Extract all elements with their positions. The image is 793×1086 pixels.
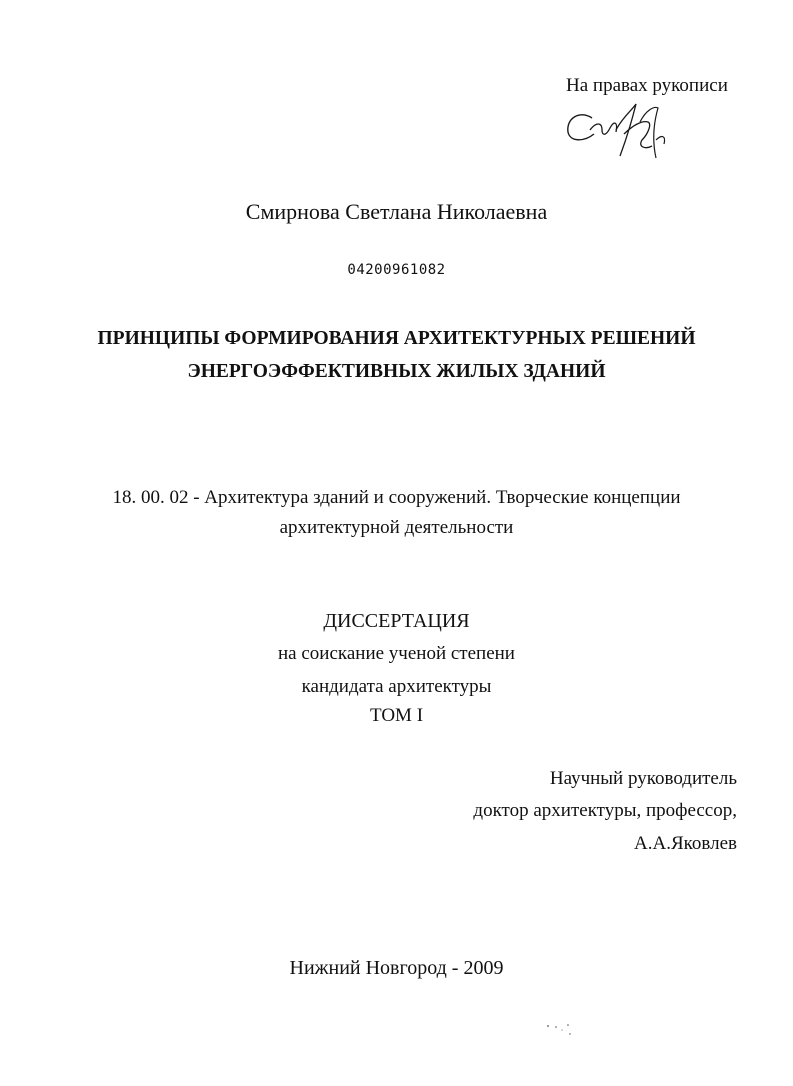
supervisor-label: Научный руководитель [549,768,737,789]
city-year: Нижний Новгород - 2009 [289,957,504,979]
supervisor-name: А.А.Яковлев [634,833,737,854]
registration-code: 04200961082 [347,262,446,278]
specialty-line-1: 18. 00. 02 - Архитектура зданий и сооружений. Творческие концепции [112,487,681,508]
thesis-title-line-2: ЭНЕРГОЭФФЕКТИВНЫХ ЖИЛЫХ ЗДАНИЙ [187,361,606,382]
thesis-title-line-1: ПРИНЦИПЫ ФОРМИРОВАНИЯ АРХИТЕКТУРНЫХ РЕШЕНИЙ [97,328,696,349]
author-name: Смирнова Светлана Николаевна [245,199,548,224]
supervisor-credentials: доктор архитектуры, профессор, [473,800,737,821]
signature-icon [562,100,672,160]
scan-speck-decoration [544,1022,584,1062]
manuscript-rights-note: На правах рукописи [566,75,728,96]
degree-line-1: на соискание ученой степени [278,643,515,664]
degree-line-2: кандидата архитектуры [301,676,492,697]
specialty-line-2: архитектурной деятельности [279,517,514,538]
volume-label: ТОМ I [369,705,424,726]
document-type: ДИССЕРТАЦИЯ [323,610,470,632]
